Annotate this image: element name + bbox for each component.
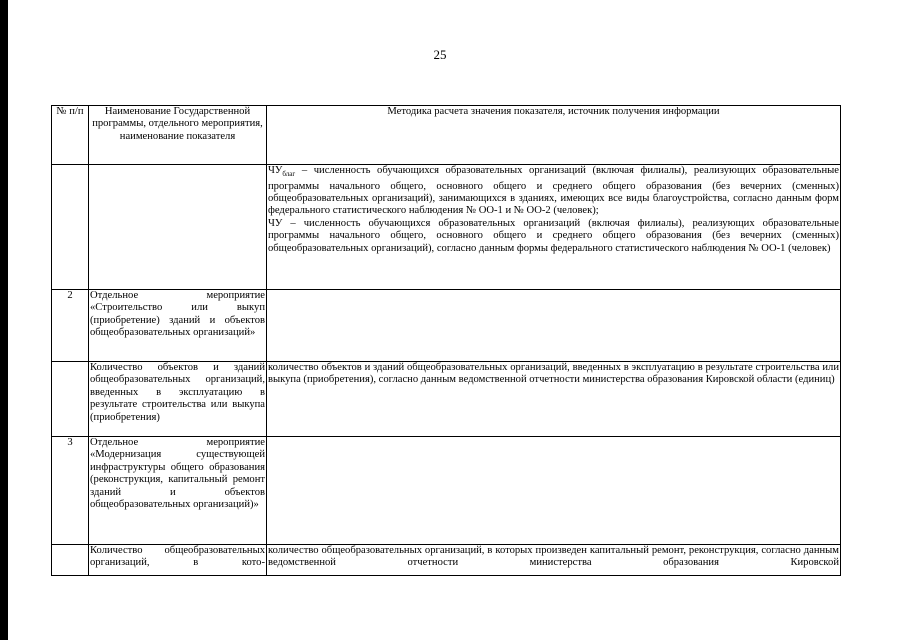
cell-method-indicator-3: количество общеобразовательных организаций, в которых произведен капитальный ремонт, реконструкция, согласно данным ведомственной отчетности министерства образования Кировской [267,545,841,576]
scan-left-edge [0,0,8,640]
table-row [52,165,841,290]
cell-name-event-3: Отдельное мероприятие «Модернизация существующей инфраструктуры общего образования (реконструкция, капитальный ремонт зданий и объектов общеобразовательных организаций)» [89,437,267,545]
page-number: 25 [433,47,447,62]
chu-blag-definition [268,165,839,218]
cell-num-event-3: 3 [52,437,89,545]
table-row [52,545,841,576]
indicator-methodology-table [51,105,841,576]
cell-num-empty [52,362,89,437]
cell-name-indicator-3: Количество общеобразовательных организаций, в кото- [89,545,267,576]
cell-name-event-2: Отдельное мероприятие «Строительство или выкуп (приобретение) зданий и объектов общеобразовательных организаций» [89,290,267,362]
header-method: Методика расчета значения показателя, источник получения информации [267,106,841,165]
cell-num-empty [52,165,89,290]
chu-blag-text: – численность обучающихся образовательных организаций (включая филиалы), реализующих образовательные программы начального общего, основного общего и среднего общего образования (без вечерних (сменных) общеобразовательных организаций), занимающихся в зданиях, имеющих все виды благоустройства, согласно данным форм федерального статистического наблюдения № ОО-1 и № ОО-2 (человек); [268,165,839,217]
cell-num-empty [52,545,89,576]
chu-blag-subscript: благ [282,170,296,179]
header-num: № п/п [52,106,89,165]
table-row [52,362,841,437]
cell-method-indicator-2: количество объектов и зданий общеобразовательных организаций, введенных в эксплуатацию в результате строительства или выкупа (приобретения), согласно данным ведомственной отчетности министерства образования Кировской области (единиц) [267,362,841,437]
cell-method-event-2-empty [267,290,841,362]
cell-num-event-2: 2 [52,290,89,362]
chu-blag-symbol: ЧУ [268,165,283,176]
cell-method-event-3-empty [267,437,841,545]
table-row [52,290,841,362]
table-row [52,437,841,545]
cell-method-formula-definitions [267,165,841,290]
cell-name-empty [89,165,267,290]
header-name: Наименование Государственной программы, отдельного мероприятия, наименование показателя [89,106,267,165]
table-header-row [52,106,841,165]
chu-definition: ЧУ – численность обучающихся образовательных организаций (включая филиалы), реализующих образовательные программы начального общего, основного общего и среднего общего образования (без вечерних (сменных) общеобразовательных организаций), согласно данным формы федерального статистического наблюдения № ОО-1 (человек) [268,217,839,254]
cell-name-indicator-2: Количество объектов и зданий общеобразовательных организаций, введенных в эксплуатацию в результате строительства или выкупа (приобретения) [89,362,267,437]
